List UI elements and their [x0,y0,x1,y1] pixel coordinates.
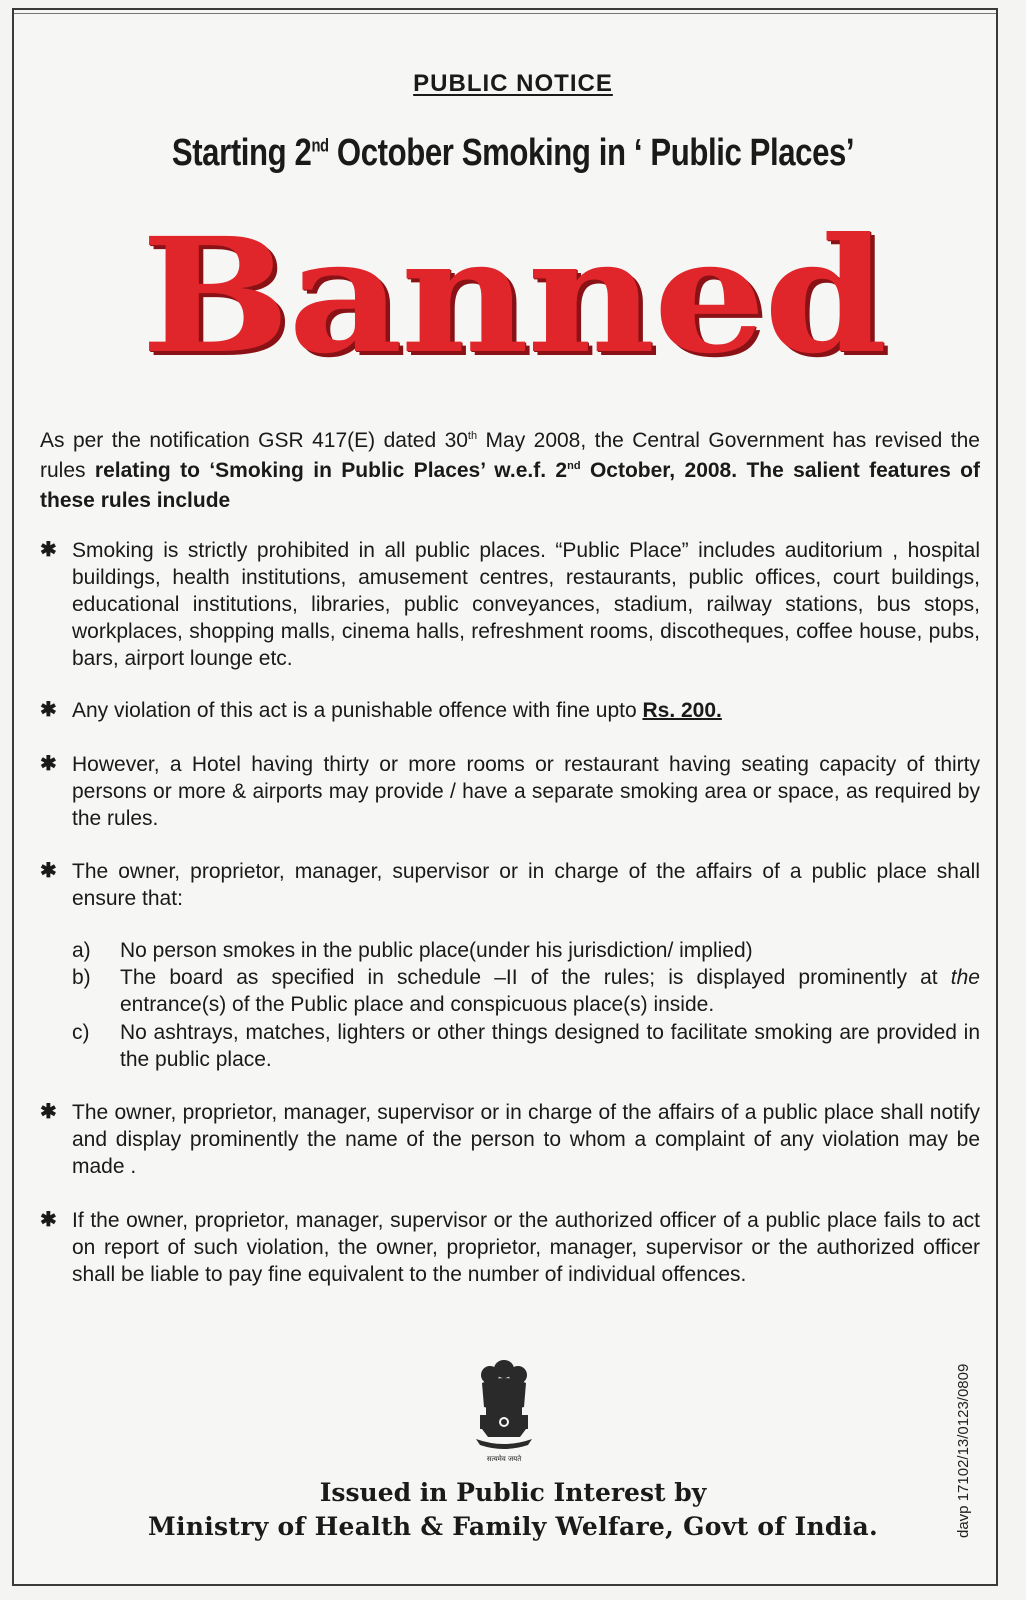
bullet-star-icon: ✱ [40,699,57,721]
national-emblem-icon [466,1355,542,1465]
frame-rule [14,13,996,14]
intro-paragraph: As per the notification GSR 417(E) dated 30th May 2008, the Central Government has revised the rules relating to ‘Smoking in Public Places’ w.e.f. 2nd October, 2008. The salient features of these rules include [40,429,980,512]
bullet-smoking-area: ✱ However, a Hotel having thirty or more rooms or restaurant having seating capacity of thirty persons or more & airports may provide / have a separate smoking area or space, as required by the rules. [40,753,980,830]
emblem-motto: सत्यमेव जयते [486,1455,522,1463]
bullet-owner-ensure: ✱ The owner, proprietor, manager, supervisor or in charge of the affairs of a public place shall ensure that: [40,860,980,910]
bullet-liability: ✱ If the owner, proprietor, manager, supervisor or the authorized officer of a public place fails to act on report of such violation, the owner, proprietor, manager, supervisor or the authorized officer shall be liable to pay fine equivalent to the number of individual offences. [40,1209,980,1286]
bullet-complaint-person: ✱ The owner, proprietor, manager, supervisor or in charge of the affairs of a public place shall notify and display prominently the name of the person to whom a complaint of any violation may be made . [40,1101,980,1178]
headline: Starting 2nd October Smoking in ‘ Public Places’ [171,132,855,174]
davp-code: davp 17102/13/0123/0809 [955,1363,972,1538]
subitem-b: b) The board as specified in schedule –II of the rules; is displayed prominently at the entrance(s) of the Public place and conspicuous place(s) inside. [72,966,980,1016]
bullet-star-icon: ✱ [40,753,57,775]
subitem-a: a) No person smokes in the public place(under his jurisdiction/ implied) [72,939,753,962]
bullet-public-places: ✱ Smoking is strictly prohibited in all public places. “Public Place” includes auditorium , hospital buildings, health institutions, amusement centres, restaurants, public offices, court buildings, educational institutions, libraries, public conveyances, stadium, railway stations, bus stops, workplaces, shopping malls, cinema halls, refreshment rooms, discotheques, coffee house, pubs, bars, airport lounge etc. [40,539,980,670]
bullet-star-icon: ✱ [40,1209,57,1231]
bullet-star-icon: ✱ [40,860,57,882]
fine-amount: Rs. 200. [642,699,722,722]
issued-by-line: Issued in Public Interest by [319,1478,707,1507]
ministry-line: Ministry of Health & Family Welfare, Govt of India. [147,1512,879,1541]
bullet-violation-fine: ✱ Any violation of this act is a punishable offence with fine upto Rs. 200. [40,699,722,722]
public-notice-label: PUBLIC NOTICE [413,70,613,97]
banned-title: Banned [140,204,886,389]
subitem-c: c) No ashtrays, matches, lighters or other things designed to facilitate smoking are provided in the public place. [72,1021,980,1071]
bullet-star-icon: ✱ [40,539,57,561]
bullet-star-icon: ✱ [40,1101,57,1123]
